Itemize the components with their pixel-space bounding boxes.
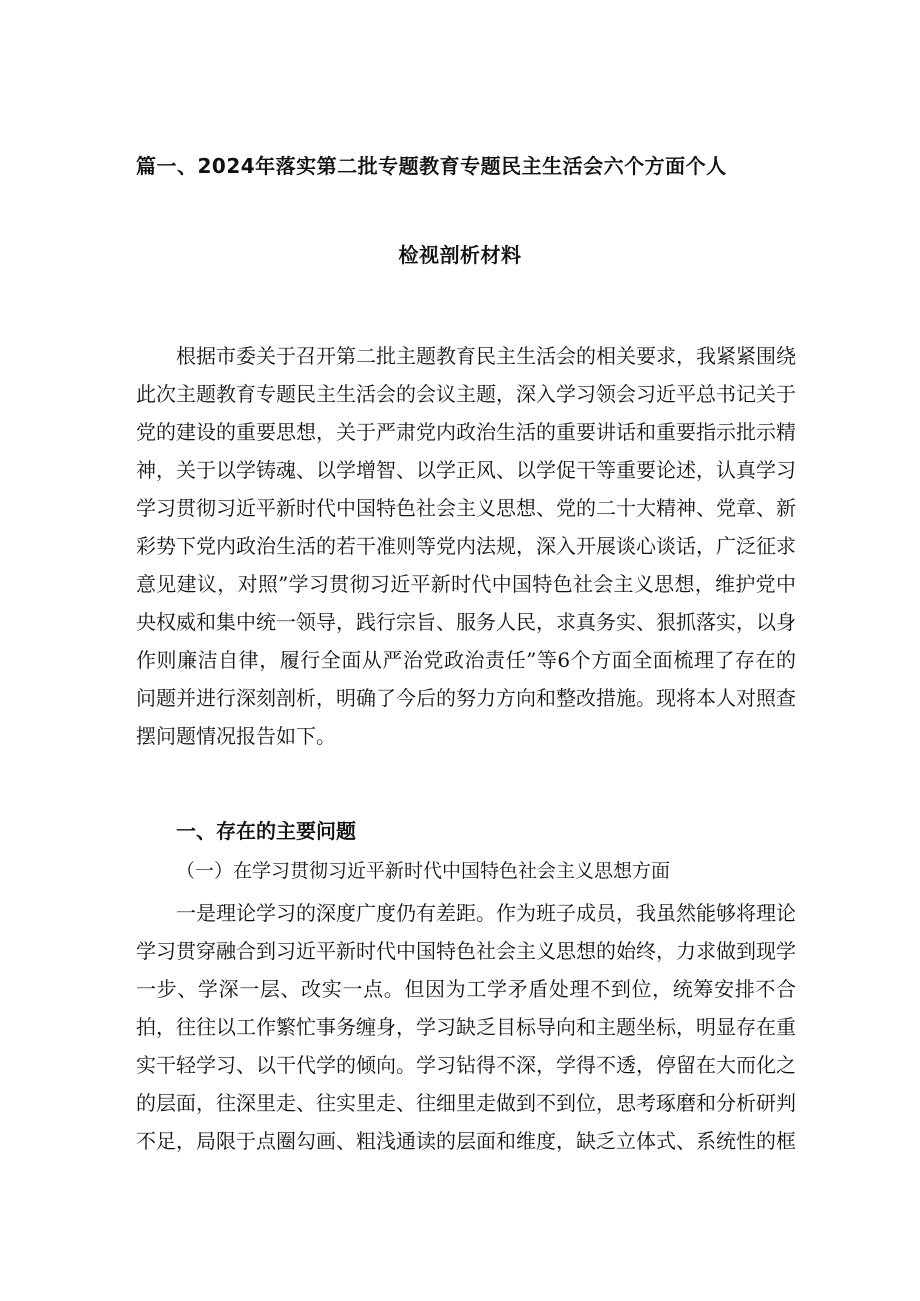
section-heading: 一、存在的主要问题: [176, 819, 356, 843]
subsection-heading: （一）在学习贯彻习近平新时代中国特色社会主义思想方面: [176, 860, 671, 882]
document-title-line-2: 检视剖析材料: [398, 243, 522, 267]
document-title-line-1: 篇一、2024年落实第二批专题教育专题民主生活会六个方面个人: [136, 154, 727, 178]
body-paragraph: 一是理论学习的深度广度仍有差距。作为班子成员，我虽然能够将理论学习贯穿融合到习近平新时代中国特色社会主义思想的始终，力求做到现学一步、学深一层、改实一点。但因为工学矛盾处理不到位，统筹安排不合拍，往往以工作繁忙事务缠身，学习缺乏目标导向和主题坐标，明显存在重实干轻学习、以干代学的倾向。学习钻得不深，学得不透，停留在大而化之的层面，往深里走、往实里走、往细里走做到不到位，思考琢磨和分析研判不足，局限于点圈勾画、粗浅通读的层面和维度，缺乏立体式、系统性的框: [136, 901, 796, 1153]
intro-paragraph: 根据市委关于召开第二批主题教育民主生活会的相关要求，我紧紧围绕此次主题教育专题民主生活会的会议主题，深入学习领会习近平总书记关于党的建设的重要思想，关于严肃党内政治生活的重要讲话和重要指示批示精神，关于以学铸魂、以学增智、以学正风、以学促干等重要论述，认真学习学习贯彻习近平新时代中国特色社会主义思想、党的二十大精神、党章、新彩势下党内政治生活的若干准则等党内法规，深入开展谈心谈话，广泛征求意见建议，对照”学习贯彻习近平新时代中国特色社会主义思想，维护党中央权威和集中统一领导，践行宗旨、服务人民，求真务实、狠抓落实，以身作则廉洁自律，履行全面从严治党政治责任”等6个方面全面梳理了存在的问题并进行深刻剖析，明确了今后的努力方向和整改措施。现将本人对照查摆问题情况报告如下。: [136, 344, 796, 748]
